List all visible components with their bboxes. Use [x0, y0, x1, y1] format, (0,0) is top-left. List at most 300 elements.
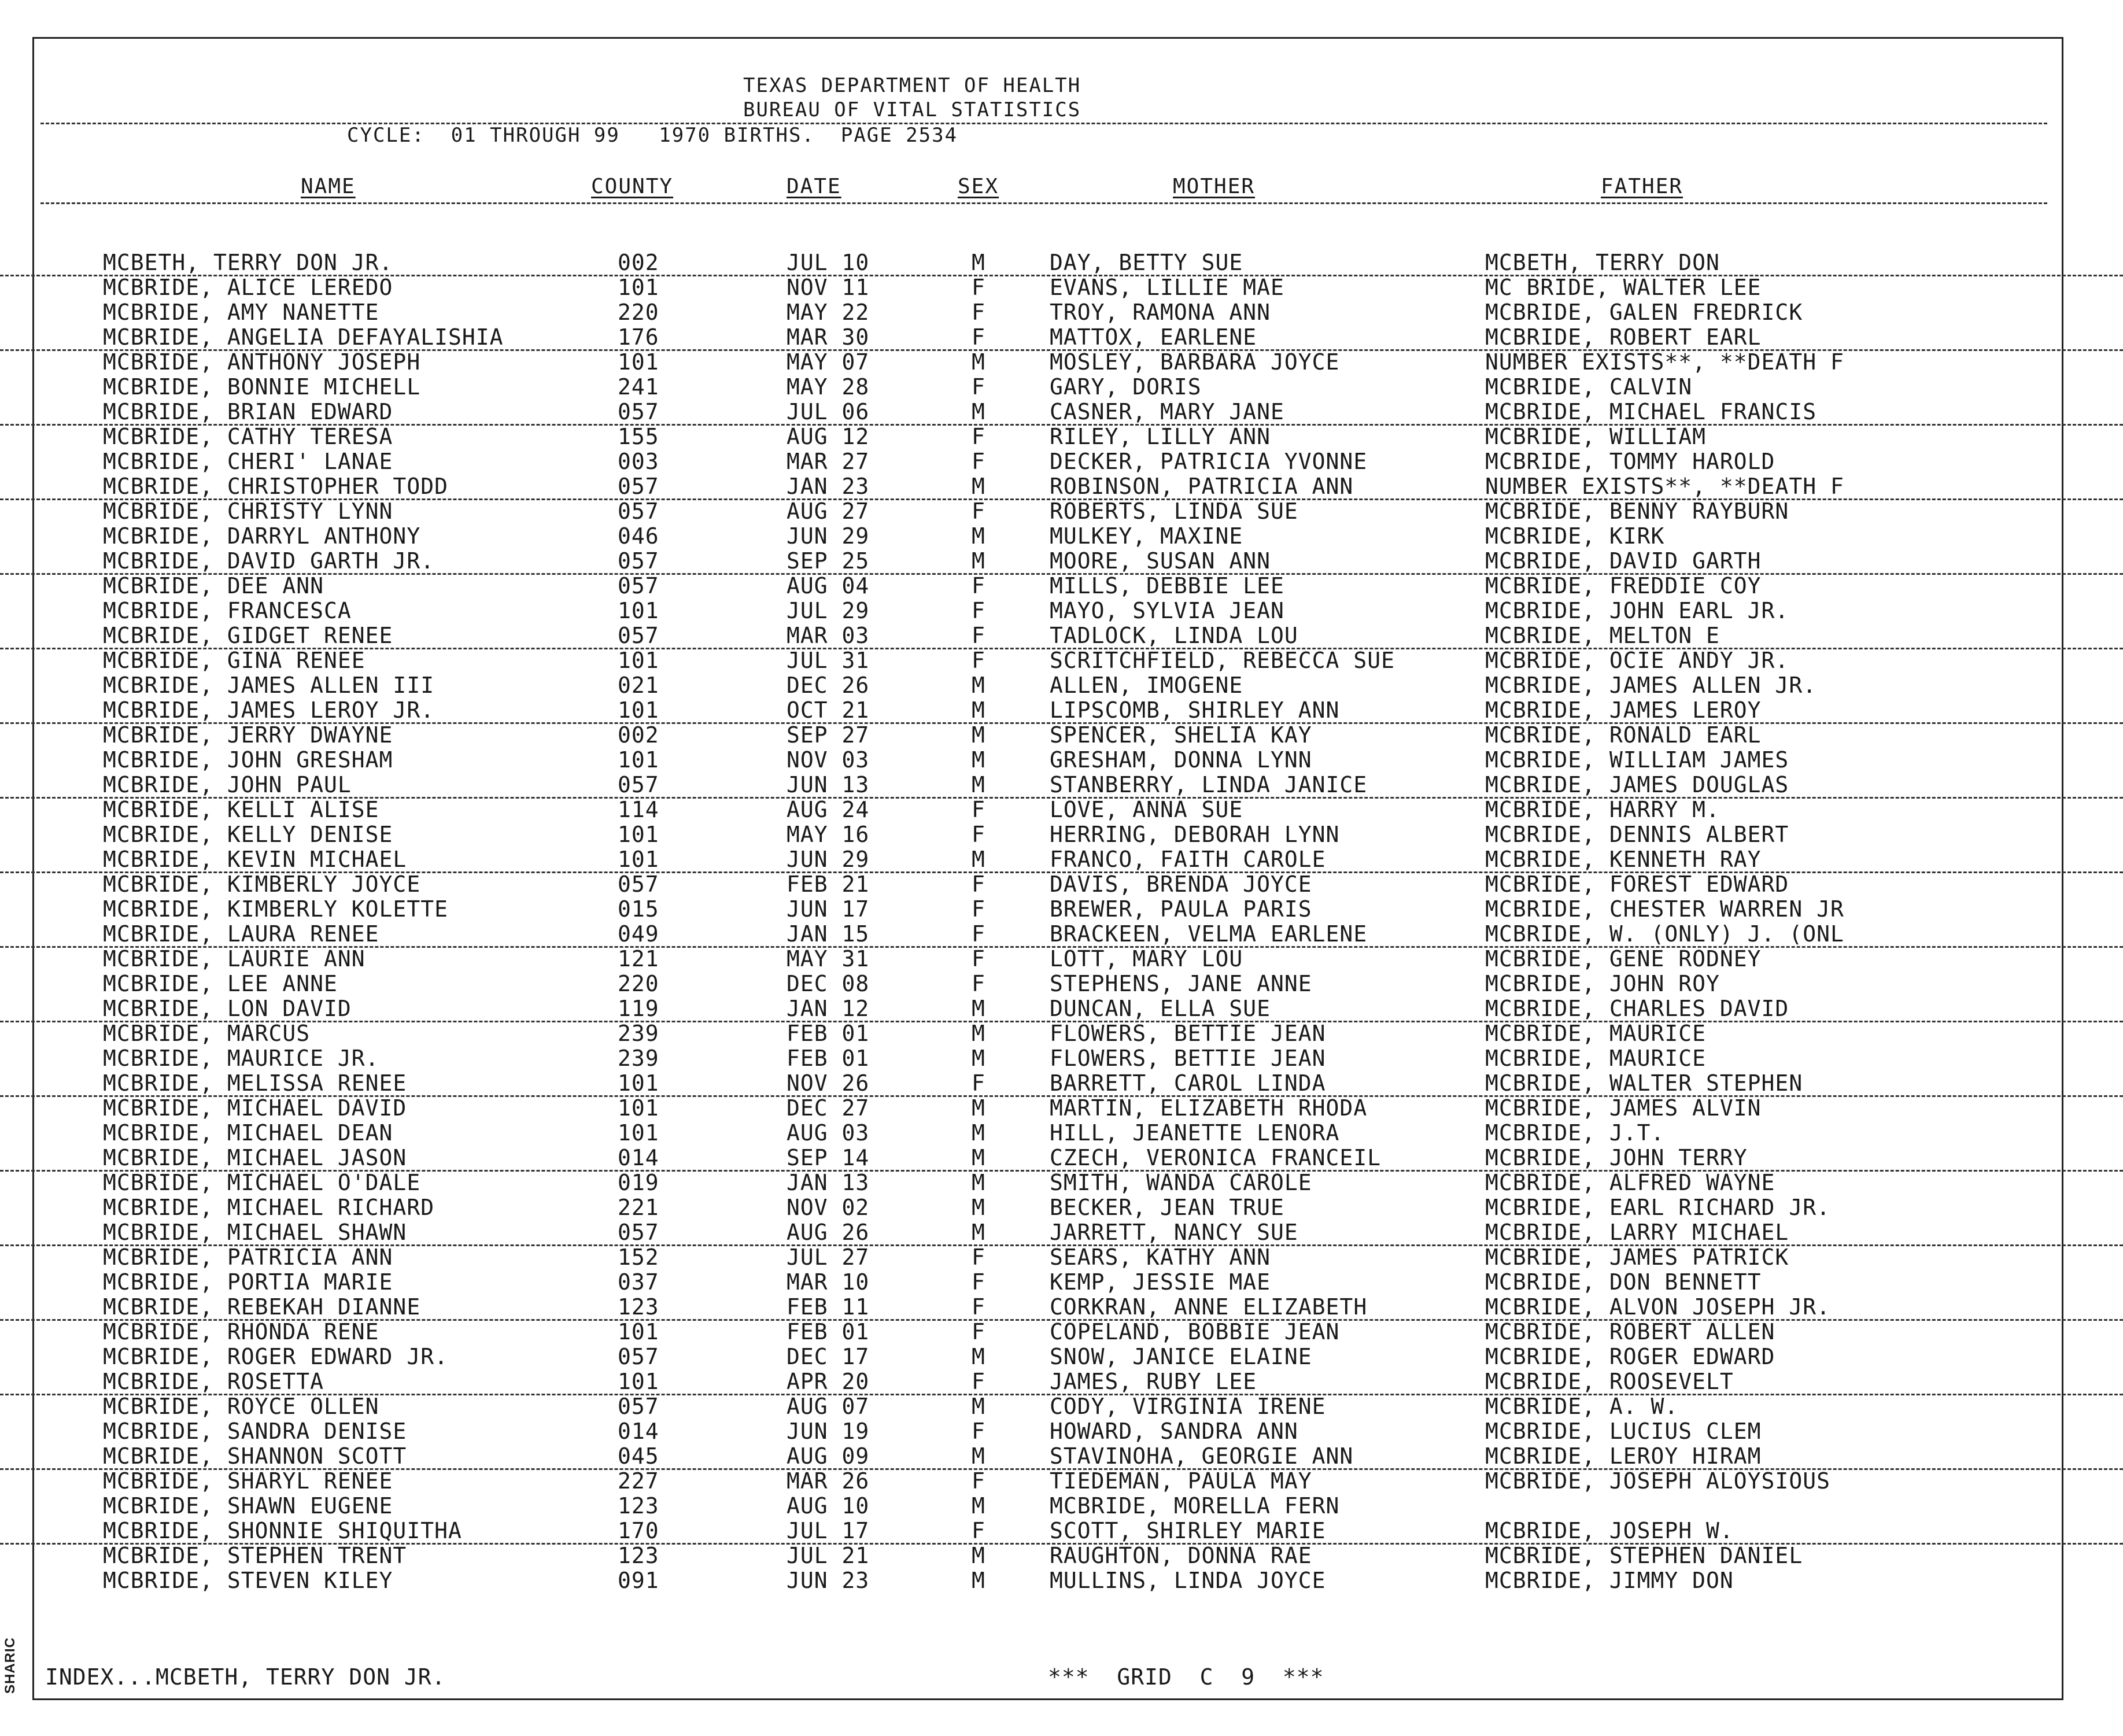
- cell-county: 239: [618, 1021, 659, 1046]
- cell-county: 152: [618, 1244, 659, 1270]
- cell-sex: F: [972, 921, 985, 947]
- cell-name: MCBRIDE, JAMES ALLEN III: [103, 673, 435, 698]
- cell-father: MCBRIDE, JAMES ALLEN JR.: [1485, 673, 1817, 698]
- cell-father: MCBRIDE, FOREST EDWARD: [1485, 871, 1789, 897]
- cell-name: MCBRIDE, ROYCE OLLEN: [103, 1394, 379, 1419]
- cell-sex: M: [972, 1195, 985, 1220]
- cell-father: MC BRIDE, WALTER LEE: [1485, 275, 1762, 300]
- cell-date: AUG 12: [787, 424, 870, 449]
- cell-county: 045: [618, 1443, 659, 1469]
- cell-county: 057: [618, 573, 659, 599]
- cell-mother: JAMES, RUBY LEE: [1050, 1369, 1257, 1394]
- cell-sex: F: [972, 1269, 985, 1295]
- cell-county: 057: [618, 474, 659, 499]
- cell-mother: FRANCO, FAITH CAROLE: [1050, 847, 1326, 872]
- cell-name: MCBRIDE, JOHN PAUL: [103, 772, 352, 797]
- cell-mother: SCOTT, SHIRLEY MARIE: [1050, 1518, 1326, 1543]
- cell-date: MAR 27: [787, 449, 870, 474]
- table-row: [0, 1419, 2123, 1443]
- cell-father: MCBRIDE, ROBERT EARL: [1485, 324, 1762, 350]
- table-row: [0, 300, 2123, 324]
- cell-date: FEB 11: [787, 1294, 870, 1320]
- cell-county: 101: [618, 747, 659, 773]
- table-row: [0, 871, 2123, 896]
- cell-sex: M: [972, 996, 985, 1021]
- cell-county: 239: [618, 1046, 659, 1071]
- cell-mother: MATTOX, EARLENE: [1050, 324, 1257, 350]
- cell-sex: F: [972, 971, 985, 996]
- table-row: [0, 623, 2123, 649]
- cell-mother: CASNER, MARY JANE: [1050, 399, 1284, 424]
- cell-date: AUG 09: [787, 1443, 870, 1469]
- cell-county: 019: [618, 1170, 659, 1195]
- cell-county: 123: [618, 1294, 659, 1320]
- table-row: [0, 921, 2123, 948]
- cell-father: MCBRIDE, KENNETH RAY: [1485, 847, 1762, 872]
- cell-county: 101: [618, 697, 659, 723]
- table-row: [0, 648, 2123, 673]
- cell-sex: M: [972, 1220, 985, 1245]
- cell-name: MCBRIDE, STEVEN KILEY: [103, 1568, 393, 1593]
- cell-mother: SEARS, KATHY ANN: [1050, 1244, 1271, 1270]
- cell-name: MCBRIDE, REBEKAH DIANNE: [103, 1294, 421, 1320]
- table-row: [0, 1369, 2123, 1395]
- table-row: [0, 399, 2123, 426]
- cell-name: MCBRIDE, DEE ANN: [103, 573, 324, 599]
- cell-county: 021: [618, 673, 659, 698]
- cell-date: AUG 03: [787, 1120, 870, 1146]
- table-row: [0, 847, 2123, 873]
- cell-name: MCBRIDE, MARCUS: [103, 1021, 311, 1046]
- cell-father: MCBRIDE, JAMES ALVIN: [1485, 1095, 1762, 1121]
- cell-father: MCBRIDE, ALVON JOSEPH JR.: [1485, 1294, 1830, 1320]
- cell-name: MCBRIDE, GINA RENEE: [103, 648, 365, 673]
- cell-name: MCBRIDE, MICHAEL DAVID: [103, 1095, 407, 1121]
- table-row: [0, 1170, 2123, 1195]
- cell-father: MCBRIDE, KIRK: [1485, 523, 1665, 549]
- cell-father: MCBRIDE, WILLIAM JAMES: [1485, 747, 1789, 773]
- table-row: [0, 722, 2123, 747]
- cell-date: MAR 10: [787, 1269, 870, 1295]
- cell-father: MCBRIDE, TOMMY HAROLD: [1485, 449, 1775, 474]
- cell-father: MCBRIDE, MICHAEL FRANCIS: [1485, 399, 1817, 424]
- cell-date: MAY 31: [787, 946, 870, 972]
- cell-mother: SCRITCHFIELD, REBECCA SUE: [1050, 648, 1395, 673]
- cell-date: JUL 10: [787, 250, 870, 275]
- department-title: TEXAS DEPARTMENT OF HEALTH: [743, 74, 1081, 97]
- cell-father: MCBRIDE, A. W.: [1485, 1394, 1679, 1419]
- cell-mother: BARRETT, CAROL LINDA: [1050, 1070, 1326, 1096]
- cell-mother: RAUGHTON, DONNA RAE: [1050, 1543, 1312, 1568]
- cell-sex: F: [972, 1244, 985, 1270]
- cell-county: 101: [618, 349, 659, 375]
- header-rule: [40, 123, 2047, 124]
- table-row: [0, 548, 2123, 575]
- cell-sex: F: [972, 300, 985, 325]
- table-row: [0, 1195, 2123, 1220]
- cell-sex: M: [972, 1170, 985, 1195]
- cell-father: MCBRIDE, DENNIS ALBERT: [1485, 822, 1789, 847]
- cell-date: JUN 17: [787, 896, 870, 922]
- cell-mother: TIEDEMAN, PAULA MAY: [1050, 1468, 1312, 1494]
- cell-mother: HERRING, DEBORAH LYNN: [1050, 822, 1340, 847]
- table-row: [0, 1568, 2123, 1593]
- side-label: SHARIC: [2, 1637, 18, 1694]
- cell-date: NOV 26: [787, 1070, 870, 1096]
- cell-mother: MCBRIDE, MORELLA FERN: [1050, 1493, 1340, 1519]
- cell-father: MCBRIDE, JIMMY DON: [1485, 1568, 1734, 1593]
- cell-county: 101: [618, 598, 659, 623]
- cell-mother: MILLS, DEBBIE LEE: [1050, 573, 1284, 599]
- cell-sex: M: [972, 1443, 985, 1469]
- cell-father: MCBRIDE, JOHN TERRY: [1485, 1145, 1748, 1170]
- cell-sex: M: [972, 722, 985, 748]
- cell-mother: CZECH, VERONICA FRANCEIL: [1050, 1145, 1382, 1170]
- cell-name: MCBRIDE, KIMBERLY JOYCE: [103, 871, 421, 897]
- cell-county: 220: [618, 971, 659, 996]
- table-row: [0, 697, 2123, 724]
- cell-father: MCBRIDE, FREDDIE COY: [1485, 573, 1762, 599]
- cell-sex: M: [972, 772, 985, 797]
- cell-father: MCBRIDE, WALTER STEPHEN: [1485, 1070, 1803, 1096]
- cell-mother: RILEY, LILLY ANN: [1050, 424, 1271, 449]
- cell-name: MCBRIDE, MELISSA RENEE: [103, 1070, 407, 1096]
- table-row: [0, 573, 2123, 598]
- cell-father: MCBRIDE, ROBERT ALLEN: [1485, 1319, 1775, 1345]
- cell-sex: M: [972, 1394, 985, 1419]
- cell-county: 170: [618, 1518, 659, 1543]
- cell-county: 057: [618, 1394, 659, 1419]
- cell-county: 049: [618, 921, 659, 947]
- cell-name: MCBRIDE, SHONNIE SHIQUITHA: [103, 1518, 462, 1543]
- cell-date: APR 20: [787, 1369, 870, 1394]
- cell-county: 155: [618, 424, 659, 449]
- cell-mother: KEMP, JESSIE MAE: [1050, 1269, 1271, 1295]
- cell-date: MAY 16: [787, 822, 870, 847]
- cell-mother: ROBERTS, LINDA SUE: [1050, 498, 1298, 524]
- cell-date: JUL 29: [787, 598, 870, 623]
- cell-name: MCBRIDE, BONNIE MICHELL: [103, 374, 421, 400]
- cell-mother: EVANS, LILLIE MAE: [1050, 275, 1284, 300]
- cell-name: MCBRIDE, CHRISTOPHER TODD: [103, 474, 448, 499]
- cell-name: MCBRIDE, KIMBERLY KOLETTE: [103, 896, 448, 922]
- table-row: [0, 946, 2123, 971]
- cell-father: MCBRIDE, DAVID GARTH: [1485, 548, 1762, 574]
- cell-date: SEP 27: [787, 722, 870, 748]
- cell-name: MCBRIDE, ANGELIA DEFAYALISHIA: [103, 324, 504, 350]
- cell-father: MCBRIDE, MAURICE: [1485, 1021, 1707, 1046]
- cell-sex: F: [972, 275, 985, 300]
- table-row: [0, 1046, 2123, 1070]
- cell-name: MCBRIDE, PATRICIA ANN: [103, 1244, 393, 1270]
- column-header-name: NAME: [301, 175, 356, 198]
- cell-mother: BRACKEEN, VELMA EARLENE: [1050, 921, 1368, 947]
- cell-name: MCBRIDE, SANDRA DENISE: [103, 1419, 407, 1444]
- cell-sex: M: [972, 1568, 985, 1593]
- cell-mother: FLOWERS, BETTIE JEAN: [1050, 1046, 1326, 1071]
- cell-name: MCBRIDE, MICHAEL O'DALE: [103, 1170, 421, 1195]
- cell-sex: F: [972, 1419, 985, 1444]
- cell-date: SEP 14: [787, 1145, 870, 1170]
- cell-father: MCBRIDE, J.T.: [1485, 1120, 1665, 1146]
- cell-father: MCBRIDE, DON BENNETT: [1485, 1269, 1762, 1295]
- cell-sex: F: [972, 871, 985, 897]
- cell-date: DEC 26: [787, 673, 870, 698]
- cell-county: 046: [618, 523, 659, 549]
- cell-date: DEC 17: [787, 1344, 870, 1369]
- cell-date: DEC 08: [787, 971, 870, 996]
- table-row: [0, 424, 2123, 449]
- cell-date: MAY 07: [787, 349, 870, 375]
- cell-mother: GARY, DORIS: [1050, 374, 1202, 400]
- cell-county: 101: [618, 1070, 659, 1096]
- cell-name: MCBRIDE, LAURA RENEE: [103, 921, 379, 947]
- cell-father: MCBRIDE, JOHN EARL JR.: [1485, 598, 1789, 623]
- cell-name: MCBRIDE, PORTIA MARIE: [103, 1269, 393, 1295]
- cell-mother: MOSLEY, BARBARA JOYCE: [1050, 349, 1340, 375]
- cell-mother: FLOWERS, BETTIE JEAN: [1050, 1021, 1326, 1046]
- cell-name: MCBRIDE, CHERI' LANAE: [103, 449, 393, 474]
- cell-mother: STEPHENS, JANE ANNE: [1050, 971, 1312, 996]
- cell-county: 014: [618, 1419, 659, 1444]
- cell-father: NUMBER EXISTS**, **DEATH F: [1485, 474, 1844, 499]
- cell-mother: HOWARD, SANDRA ANN: [1050, 1419, 1298, 1444]
- cell-county: 057: [618, 772, 659, 797]
- cell-county: 123: [618, 1493, 659, 1519]
- cell-mother: LOTT, MARY LOU: [1050, 946, 1243, 972]
- cell-mother: TROY, RAMONA ANN: [1050, 300, 1271, 325]
- cell-county: 220: [618, 300, 659, 325]
- cell-mother: SNOW, JANICE ELAINE: [1050, 1344, 1312, 1369]
- cell-date: JUN 29: [787, 523, 870, 549]
- cell-mother: COPELAND, BOBBIE JEAN: [1050, 1319, 1340, 1345]
- cell-sex: M: [972, 697, 985, 723]
- cell-father: MCBRIDE, STEPHEN DANIEL: [1485, 1543, 1803, 1568]
- cell-name: MCBRIDE, LON DAVID: [103, 996, 352, 1021]
- cell-name: MCBRIDE, RHONDA RENE: [103, 1319, 379, 1345]
- grid-footer: *** GRID C 9 ***: [1048, 1664, 1324, 1690]
- cell-name: MCBRIDE, BRIAN EDWARD: [103, 399, 393, 424]
- cell-date: JAN 15: [787, 921, 870, 947]
- cell-date: SEP 25: [787, 548, 870, 574]
- cell-county: 014: [618, 1145, 659, 1170]
- cell-county: 241: [618, 374, 659, 400]
- cell-date: NOV 03: [787, 747, 870, 773]
- cell-date: JUN 19: [787, 1419, 870, 1444]
- cell-sex: F: [972, 573, 985, 599]
- cell-date: MAY 28: [787, 374, 870, 400]
- cell-father: MCBRIDE, JOHN ROY: [1485, 971, 1720, 996]
- cell-sex: M: [972, 1120, 985, 1146]
- cell-name: MCBRIDE, JOHN GRESHAM: [103, 747, 393, 773]
- cell-county: 101: [618, 648, 659, 673]
- cell-name: MCBRIDE, DAVID GARTH JR.: [103, 548, 435, 574]
- cell-sex: F: [972, 1518, 985, 1543]
- cell-sex: M: [972, 1493, 985, 1519]
- cell-county: 101: [618, 275, 659, 300]
- table-row: [0, 896, 2123, 921]
- cell-father: MCBRIDE, GALEN FREDRICK: [1485, 300, 1803, 325]
- cell-date: FEB 01: [787, 1319, 870, 1345]
- table-row: [0, 1220, 2123, 1246]
- cell-name: MCBRIDE, ALICE LEREDO: [103, 275, 393, 300]
- table-row: [0, 1443, 2123, 1470]
- cell-father: MCBRIDE, CHARLES DAVID: [1485, 996, 1789, 1021]
- bureau-title: BUREAU OF VITAL STATISTICS: [743, 98, 1081, 121]
- cell-mother: STANBERRY, LINDA JANICE: [1050, 772, 1368, 797]
- cell-date: JAN 13: [787, 1170, 870, 1195]
- cell-name: MCBRIDE, KEVIN MICHAEL: [103, 847, 407, 872]
- cell-mother: LOVE, ANNA SUE: [1050, 797, 1243, 822]
- table-row: [0, 1468, 2123, 1493]
- cell-county: 037: [618, 1269, 659, 1295]
- table-row: [0, 449, 2123, 474]
- table-row: [0, 474, 2123, 500]
- cell-name: MCBRIDE, MAURICE JR.: [103, 1046, 379, 1071]
- cell-sex: M: [972, 1543, 985, 1568]
- cell-name: MCBRIDE, LEE ANNE: [103, 971, 338, 996]
- cell-mother: MARTIN, ELIZABETH RHODA: [1050, 1095, 1368, 1121]
- cell-county: 057: [618, 871, 659, 897]
- cell-date: JAN 12: [787, 996, 870, 1021]
- table-row: [0, 498, 2123, 523]
- cell-name: MCBRIDE, ROGER EDWARD JR.: [103, 1344, 448, 1369]
- cell-father: MCBRIDE, MAURICE: [1485, 1046, 1707, 1071]
- column-header-date: DATE: [787, 175, 841, 198]
- cell-county: 057: [618, 399, 659, 424]
- cycle-line: CYCLE: 01 THROUGH 99 1970 BIRTHS. PAGE 2534: [347, 124, 958, 147]
- column-header-father: FATHER: [1601, 175, 1683, 198]
- cell-sex: M: [972, 1145, 985, 1170]
- cell-father: MCBRIDE, CALVIN: [1485, 374, 1693, 400]
- cell-sex: M: [972, 1095, 985, 1121]
- table-row: [0, 822, 2123, 847]
- table-row: [0, 1493, 2123, 1518]
- cell-sex: F: [972, 946, 985, 972]
- cell-father: MCBRIDE, WILLIAM: [1485, 424, 1707, 449]
- cell-sex: M: [972, 349, 985, 375]
- cell-date: JUL 27: [787, 1244, 870, 1270]
- cell-father: MCBRIDE, JOSEPH ALOYSIOUS: [1485, 1468, 1830, 1494]
- cell-name: MCBRIDE, KELLI ALISE: [103, 797, 379, 822]
- table-row: [0, 275, 2123, 300]
- cell-date: AUG 10: [787, 1493, 870, 1519]
- cell-date: AUG 27: [787, 498, 870, 524]
- cell-sex: M: [972, 523, 985, 549]
- cell-mother: DUNCAN, ELLA SUE: [1050, 996, 1271, 1021]
- cell-sex: F: [972, 1369, 985, 1394]
- cell-name: MCBRIDE, MICHAEL JASON: [103, 1145, 407, 1170]
- cell-sex: F: [972, 623, 985, 648]
- cell-mother: DAY, BETTY SUE: [1050, 250, 1243, 275]
- cell-county: 101: [618, 1319, 659, 1345]
- cell-name: MCBRIDE, DARRYL ANTHONY: [103, 523, 421, 549]
- cell-name: MCBRIDE, STEPHEN TRENT: [103, 1543, 407, 1568]
- cell-father: MCBRIDE, RONALD EARL: [1485, 722, 1762, 748]
- cell-date: MAR 03: [787, 623, 870, 648]
- table-row: [0, 1244, 2123, 1269]
- cell-mother: JARRETT, NANCY SUE: [1050, 1220, 1298, 1245]
- cell-date: NOV 02: [787, 1195, 870, 1220]
- cell-father: MCBRIDE, ROOSEVELT: [1485, 1369, 1734, 1394]
- cell-sex: M: [972, 1021, 985, 1046]
- cell-county: 121: [618, 946, 659, 972]
- cell-county: 123: [618, 1543, 659, 1568]
- cell-date: FEB 01: [787, 1046, 870, 1071]
- cell-county: 119: [618, 996, 659, 1021]
- cell-mother: HILL, JEANETTE LENORA: [1050, 1120, 1340, 1146]
- column-header-mother: MOTHER: [1173, 175, 1256, 198]
- cell-sex: M: [972, 847, 985, 872]
- cell-date: JUL 21: [787, 1543, 870, 1568]
- cell-date: FEB 21: [787, 871, 870, 897]
- table-row: [0, 1518, 2123, 1545]
- cell-name: MCBRIDE, CHRISTY LYNN: [103, 498, 393, 524]
- cell-mother: BREWER, PAULA PARIS: [1050, 896, 1312, 922]
- cell-father: MCBRIDE, LARRY MICHAEL: [1485, 1220, 1789, 1245]
- cell-date: NOV 11: [787, 275, 870, 300]
- cell-name: MCBRIDE, LAURIE ANN: [103, 946, 365, 972]
- cell-name: MCBRIDE, KELLY DENISE: [103, 822, 393, 847]
- table-row: [0, 250, 2123, 276]
- cell-name: MCBRIDE, SHANNON SCOTT: [103, 1443, 407, 1469]
- cell-county: 057: [618, 1344, 659, 1369]
- cell-mother: LIPSCOMB, SHIRLEY ANN: [1050, 697, 1340, 723]
- cell-father: MCBRIDE, GENE RODNEY: [1485, 946, 1762, 972]
- table-row: [0, 1120, 2123, 1145]
- cell-county: 002: [618, 722, 659, 748]
- cell-county: 057: [618, 1220, 659, 1245]
- cell-date: MAR 30: [787, 324, 870, 350]
- cell-name: MCBRIDE, MICHAEL RICHARD: [103, 1195, 435, 1220]
- table-row: [0, 673, 2123, 697]
- cell-father: MCBRIDE, CHESTER WARREN JR: [1485, 896, 1844, 922]
- cell-mother: DECKER, PATRICIA YVONNE: [1050, 449, 1368, 474]
- cell-name: MCBRIDE, CATHY TERESA: [103, 424, 393, 449]
- cell-county: 221: [618, 1195, 659, 1220]
- cell-date: JUL 31: [787, 648, 870, 673]
- cell-county: 015: [618, 896, 659, 922]
- table-row: [0, 797, 2123, 822]
- cell-sex: F: [972, 598, 985, 623]
- cell-date: AUG 26: [787, 1220, 870, 1245]
- cell-father: MCBRIDE, JAMES PATRICK: [1485, 1244, 1789, 1270]
- cell-name: MCBRIDE, JAMES LEROY JR.: [103, 697, 435, 723]
- table-row: [0, 1394, 2123, 1419]
- cell-father: MCBRIDE, OCIE ANDY JR.: [1485, 648, 1789, 673]
- cell-sex: M: [972, 747, 985, 773]
- table-row: [0, 374, 2123, 399]
- cell-date: JUL 17: [787, 1518, 870, 1543]
- cell-sex: M: [972, 399, 985, 424]
- table-row: [0, 1269, 2123, 1294]
- cell-mother: MULLINS, LINDA JOYCE: [1050, 1568, 1326, 1593]
- table-row: [0, 1344, 2123, 1369]
- cell-father: MCBETH, TERRY DON: [1485, 250, 1720, 275]
- cell-date: JUN 29: [787, 847, 870, 872]
- cell-date: AUG 24: [787, 797, 870, 822]
- column-header-county: COUNTY: [591, 175, 674, 198]
- cell-mother: MAYO, SYLVIA JEAN: [1050, 598, 1284, 623]
- cell-sex: F: [972, 449, 985, 474]
- table-row: [0, 1294, 2123, 1321]
- cell-date: AUG 07: [787, 1394, 870, 1419]
- cell-date: DEC 27: [787, 1095, 870, 1121]
- cell-mother: CODY, VIRGINIA IRENE: [1050, 1394, 1326, 1419]
- table-row: [0, 349, 2123, 374]
- table-row: [0, 1145, 2123, 1172]
- cell-sex: M: [972, 474, 985, 499]
